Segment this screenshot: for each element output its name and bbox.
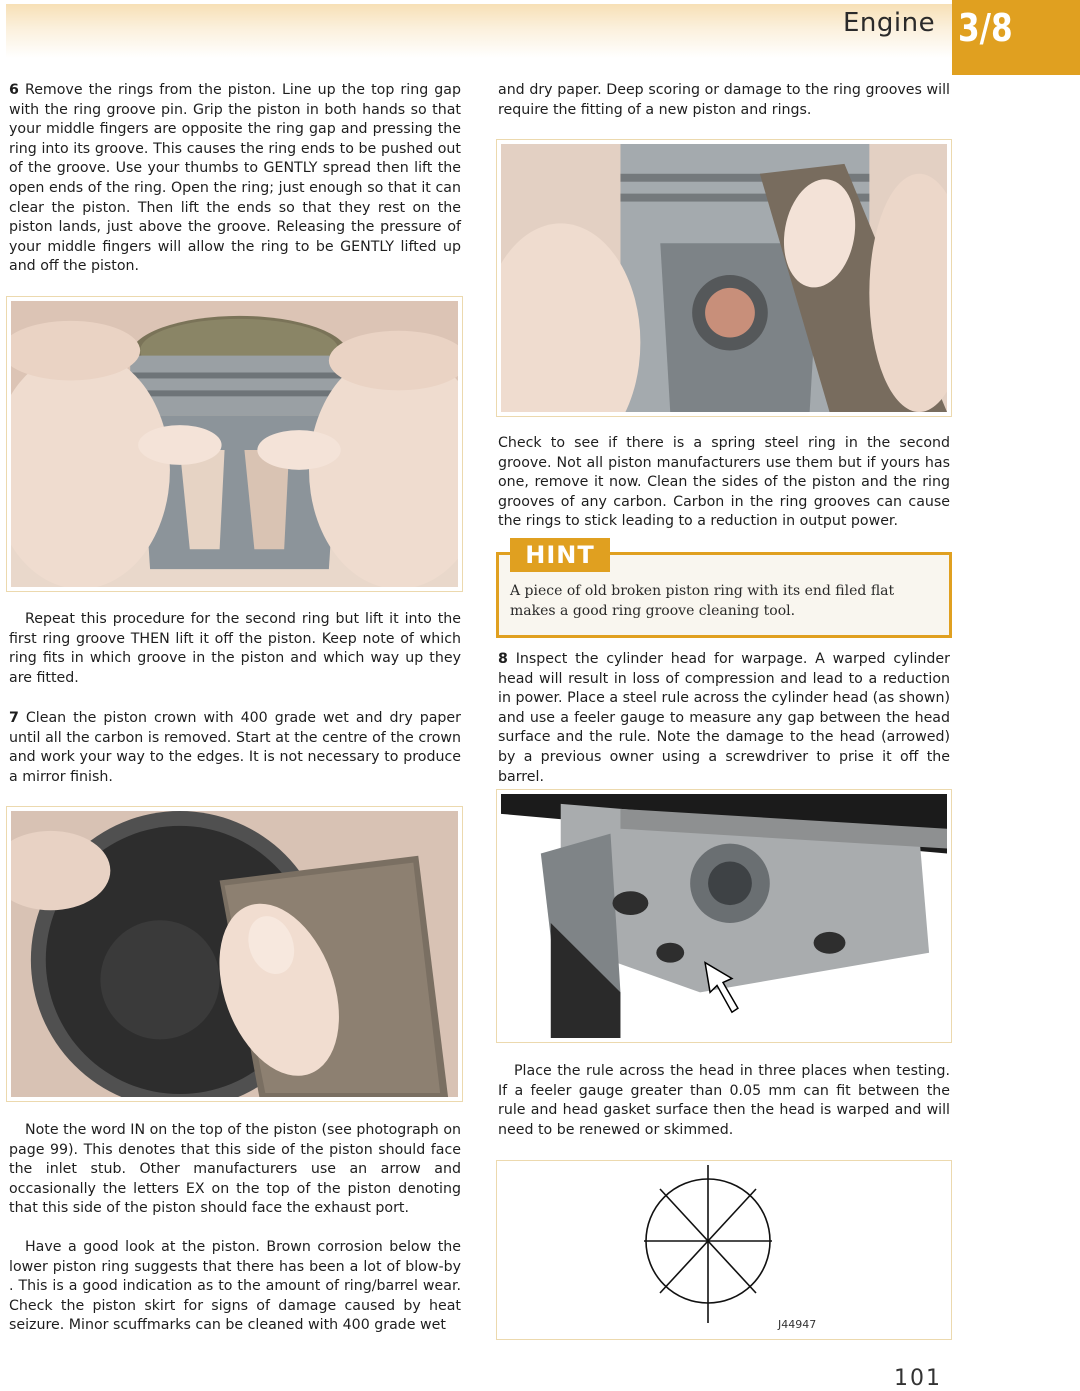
step-8-paragraph — [498, 650, 950, 787]
step-7-paragraph — [9, 709, 461, 787]
piston-side-cleaning-image — [501, 144, 947, 412]
continued-paragraph: and dry paper. Deep scoring or damage to the ring grooves will require the fitting of a new piston and rings. — [498, 82, 950, 118]
header-bar — [6, 4, 952, 58]
warpage-test-diagram — [496, 1160, 952, 1340]
step-6-number: 6 — [9, 82, 19, 98]
step-8-number: 8 — [498, 651, 508, 667]
section-number-badge — [952, 0, 1080, 75]
diagram-code: J44947 — [778, 1318, 817, 1331]
page-number: 101 — [894, 1366, 942, 1391]
photo-cleaning-crown — [6, 806, 463, 1102]
step-6-paragraph — [9, 81, 461, 277]
step-7-number: 7 — [9, 710, 19, 726]
repeat-procedure-paragraph: Repeat this procedure for the second ring but lift it into the first ring groove THEN lift it off the piston. Keep note of which ring fits in which groove in the piston and which way up they are fitted. — [9, 611, 461, 686]
section-title: Engine — [843, 8, 936, 38]
note-in-paragraph: Note the word IN on the top of the piston (see photograph on page 99). This denotes that this side of the piston should face the inlet stub. Other manufacturers use an arrow and occasionally the letters EX on the top of the piston denoting that this side of the piston should face the exhaust port. — [9, 1122, 461, 1217]
cylinder-head-rule-image — [501, 794, 947, 1038]
inspect-piston-paragraph: Have a good look at the piston. Brown corrosion below the lower piston ring suggests that there has been a lot of blow-by . This is a good indication as to the amount of ring/barrel wear. Check the piston skirt for signs of damage caused by heat seizure. Minor scuffmarks can be cleaned with 400 grade wet — [9, 1239, 461, 1334]
photo-piston-side — [496, 139, 952, 417]
spring-ring-paragraph: Check to see if there is a spring steel ring in the second groove. Not all piston manufacturers use them but if yours has one, remove it now. Clean the sides of the piston and the ring grooves of any carbon. Carbon in the ring grooves can cause the rings to stick leading to a reduction in output power. — [498, 435, 950, 530]
hint-text: A piece of old broken piston ring with its end filed flat makes a good ring groove cleaning tool. — [510, 583, 895, 619]
hint-label: HINT — [510, 538, 610, 572]
rule-test-paragraph: Place the rule across the head in three places when testing. If a feeler gauge greater than 0.05 mm can fit between the rule and head gasket surface then the head is warped and will need to be renewed or skimmed. — [498, 1063, 950, 1138]
rule-positions-diagram — [497, 1161, 953, 1341]
photo-cylinder-head — [496, 789, 952, 1043]
piston-ring-removal-image — [11, 301, 458, 587]
photo-removing-ring — [6, 296, 463, 592]
piston-crown-cleaning-image — [11, 811, 458, 1097]
step-8-text: Inspect the cylinder head for warpage. A warped cylinder head will result in loss of compression and lead to a reduction in power. Place a steel rule across the cylinder head (as shown) and use a feeler gauge to measure any gap between the head surface and the rule. Note the damage to the head (arrowed) by a previous owner using a screwdriver to prise it off the barrel. — [498, 651, 950, 785]
section-number: 3/8 — [958, 6, 1013, 50]
step-6-text: Remove the rings from the piston. Line up the top ring gap with the ring groove pin. Grip the piston in both hands so that your middle fingers are opposite the ring gap and pressing the ring into its groove. This causes the ring ends to be pushed out of the groove. Use your thumbs to GENTLY spread then lift the open ends of the ring. Open the ring; just enough so that it can clear the piston. Then lift the ends so that they rest on the piston lands, just above the groove. Releasing the pressure of your middle fingers will allow the ring to be GENTLY lifted up and off the piston. — [9, 82, 462, 275]
step-7-text: Clean the piston crown with 400 grade wet and dry paper until all the carbon is removed. Start at the centre of the crown and work your way to the edges. It is not necessary to produce a mirror finish. — [9, 710, 461, 785]
